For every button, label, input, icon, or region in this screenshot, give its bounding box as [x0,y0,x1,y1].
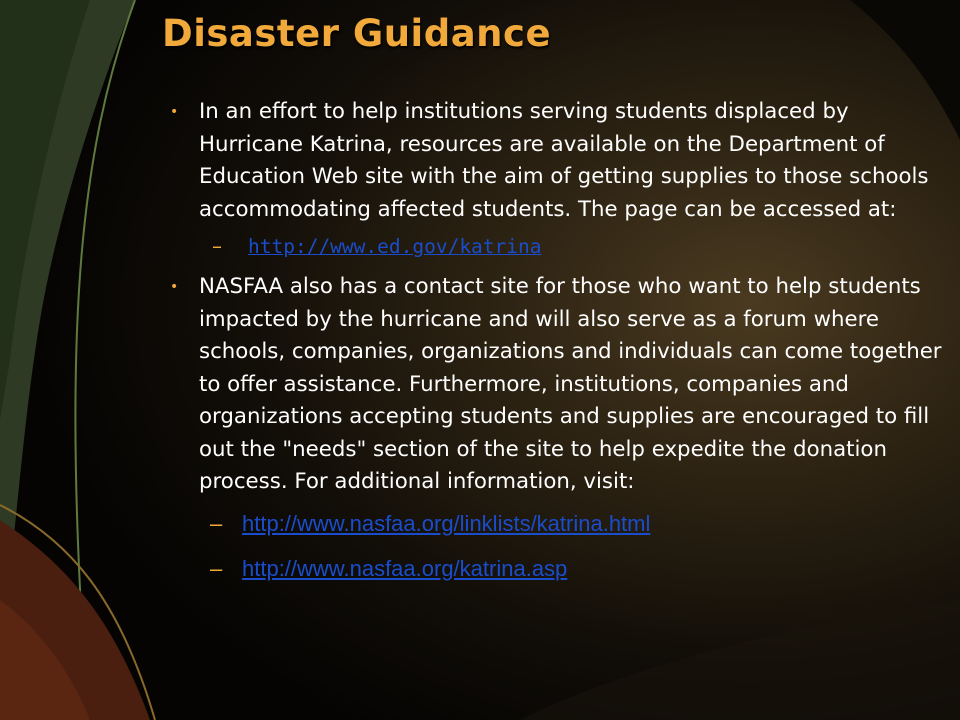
link-nasfaa-linklists-katrina[interactable]: http://www.nasfaa.org/linklists/katrina.html [242,510,651,536]
dash-icon: – [212,234,222,258]
slide-body [160,96,952,589]
bullet-icon: • [170,104,179,120]
dash-icon: – [210,510,223,536]
sub-item [160,550,952,589]
slide-title: Disaster Guidance [162,12,552,55]
bullet-text: In an effort to help institutions serving students displaced by Hurricane Katrina, resources are available on the Department of Education Web site with the aim of getting supplies to those schools accommodating affected students. The page can be accessed at: [199,99,929,222]
bullet-item [160,96,952,226]
link-ed-gov-katrina[interactable]: http://www.ed.gov/katrina [248,235,542,258]
dash-icon: – [210,555,223,581]
bullet-text: NASFAA also has a contact site for those who want to help students impacted by the hurricane and will also serve as a forum where schools, companies, organizations and individuals can come together to offer assistance. Furthermore, institutions, companies and organizations accepting students and supplies are encouraged to fill out the "needs" section of the site to help expedite the donation process. For additional information, visit: [199,274,942,494]
sub-item [160,230,952,263]
link-nasfaa-katrina-asp[interactable]: http://www.nasfaa.org/katrina.asp [242,555,568,581]
bullet-item [160,271,952,499]
bullet-icon: • [170,279,179,295]
sub-item [160,505,952,544]
